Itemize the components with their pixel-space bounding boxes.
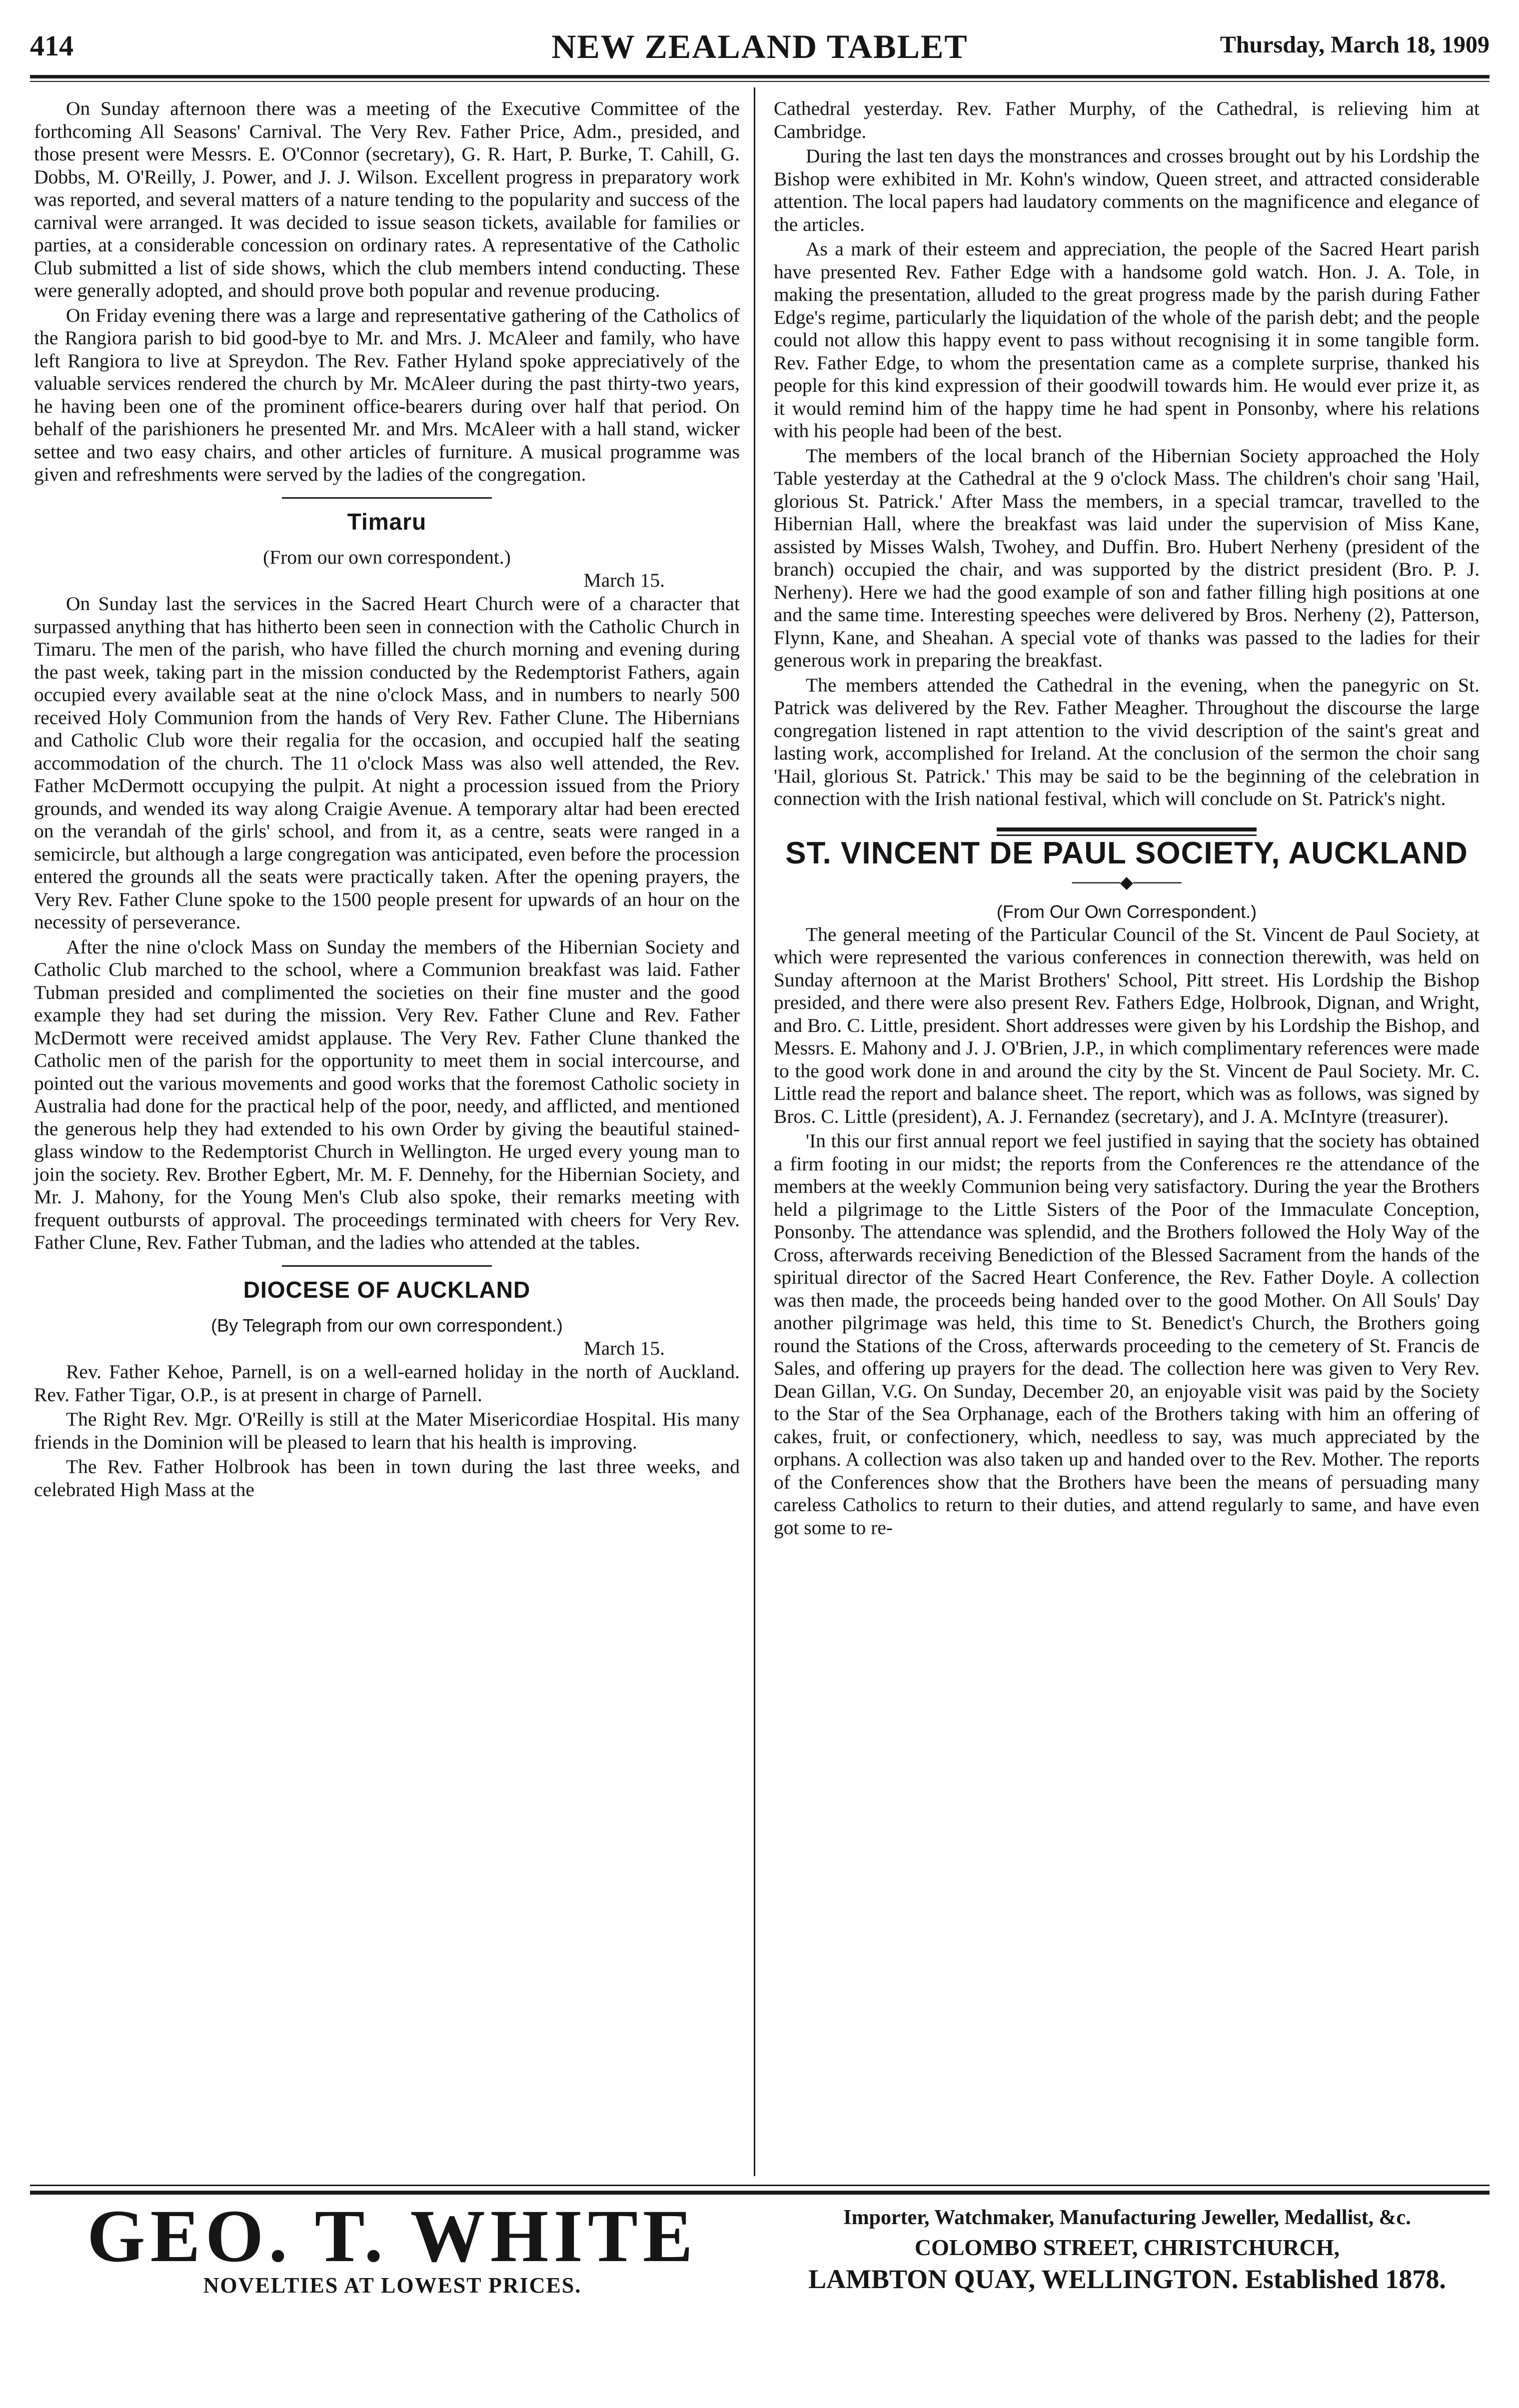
column-divider [754, 87, 755, 2176]
page-header [30, 29, 1490, 69]
rangiora-paragraph: On Friday evening there was a large and representative gathering of the Catholics of the Rangiora parish to bid good-bye to Mr. and Mrs. J. McAleer and family, who have left Rangiora to live at Spreydon. The Rev. Father Hyland spoke appreciatively of the valuable services rendered the church by Mr. McAleer during the past thirty-two years, he having been one of the prominent office-bearers during over half that period. On behalf of the parishioners he presented Mr. and Mrs. McAleer with a hall stand, wicker settee and two easy chairs, and other articles of furniture. A musical programme was given and refreshments were served by the ladies of the congregation. [34, 304, 740, 485]
st-vincent-paragraph-2: 'In this our first annual report we feel justified in saying that the society has obtained a firm footing in our midst; the reports from the Conferences re the attendance of the members at the weekly Communion being very satisfactory. During the year the Brothers held a pilgrimage to the Little Sisters of the Poor of the Immaculate Conception, Ponsonby. The attendance was splendid, and the Brothers followed the Holy Way of the Cross, afterwards receiving Benediction of the Blessed Sacrament from the hands of the spiritual director of the Sacred Heart Conference, the Rev. Father Doyle. A collection was then made, the proceeds being handed over to the good Mother. On All Souls' Day another pilgrimage was held, this time to St. Benedict's Church, the Brothers going round the Stations of the Cross, afterwards proceeding to the cemetery of St. Francis de Sales, and offering up prayers for the dead. The collection here was given to Very Rev. Dean Gillan, V.G. On Sunday, December 20, an enjoyable visit was paid by the Society to the Star of the Sea Orphanage, each of the Brothers taking with him an offering of cakes, fruit, or confectionery, which, needless to say, was much appreciated by the orphans. A collection was also taken up and handed over to the Rev. Mother. The reports of the Conferences show that the Brothers have been the means of persuading many careless Catholics to return to their duties, and attend regularly to same, and have even got some to re- [774, 1130, 1480, 1539]
auckland-diocese-heading: DIOCESE OF AUCKLAND [243, 1276, 531, 1303]
ornament-diamond-icon: ────◆──── [1072, 873, 1182, 892]
issue-date: Thursday, March 18, 1909 [1220, 31, 1490, 58]
advert-left [30, 2195, 755, 2298]
page-number: 414 [30, 29, 73, 62]
st-vincent-correspondent: (From Our Own Correspondent.) [996, 901, 1257, 922]
masthead-title: NEW ZEALAND TABLET [551, 27, 968, 65]
carnival-paragraph: On Sunday afternoon there was a meeting of the Executive Committee of the forthcoming All Seasons' Carnival. The Very Rev. Father Price, Adm., presided, and those present were Messrs. E. O'Connor (secretary), G. R. Hart, P. Burke, T. Cahill, G. Dobbs, M. O'Reilly, J. Power, and J. J. Wilson. Excellent progress in preparatory work was reported, and several matters of a nature tending to the popularity and success of the carnival were arranged. It was decided to issue season tickets, available for families or parties, at a considerable concession on ordinary rates. A representative of the Catholic Club submitted a list of side shows, which the club members intend conducting. These were generally adopted, and should prove both popular and revenue producing. [34, 97, 740, 301]
presentation-paragraph: As a mark of their esteem and appreciation, the people of the Sacred Heart parish have presented Rev. Father Edge with a handsome gold watch. Hon. J. A. Tole, in making the presentation, alluded to the great progress made by the parish during Father Edge's regime, particularly the liquidation of the whole of the parish debt; and the people could not allow this happy event to pass without recognising it in some tangible form. Rev. Father Edge, to whom the presentation came as a complete surprise, thanked his people for this kind expression of their goodwill towards him. He would ever prize it, as it would remind him of the happy time he had spent in Ponsonby, where his relations with his people had been of the best. [774, 238, 1480, 442]
section-rule [282, 1265, 492, 1267]
advert-address-wellington: LAMBTON QUAY, WELLINGTON. Established 1878. [808, 2264, 1446, 2294]
cathedral-continuation: Cathedral yesterday. Rev. Father Murphy, of the Cathedral, is relieving him at Cambridge. [774, 97, 1480, 142]
timaru-paragraph-1: On Sunday last the services in the Sacred Heart Church were of a character that surpassed anything that has hitherto been seen in connection with the Catholic Church in Timaru. The men of the parish, who have filled the church morning and evening during the past week, taking part in the mission conducted by the Redemptorist Fathers, again occupied every available seat at the nine o'clock Mass, and in numbers to nearly 500 received Holy Communion from the hands of Very Rev. Father Clune. The Hibernians and Catholic Club wore their regalia for the occasion, and occupied half the seating accommodation of the church. The 11 o'clock Mass was also well attended, the Rev. Father McDermott occupying the pulpit. At night a procession issued from the Priory grounds, and wended its way along Craigie Avenue. A temporary altar had been erected on the verandah of the girls' school, and from it, as a centre, seats were ranged in a semicircle, but although a large congregation was anticipated, even before the procession entered the grounds all the seats were practically taken. After the opening prayers, the Very Rev. Father Clune spoke to the 1500 people present for upwards of an hour on the necessity of perseverance. [34, 593, 740, 933]
monstrances-paragraph: During the last ten days the monstrances and crosses brought out by his Lordship the Bishop were exhibited in Mr. Kohn's window, Queen street, and attracted considerable attention. The local papers had laudatory comments on the magnificence and elegance of the articles. [774, 145, 1480, 235]
right-column [774, 97, 1480, 1541]
header-rule-thin [30, 81, 1490, 82]
timaru-heading: Timaru [347, 508, 427, 535]
section-rule [282, 497, 492, 499]
auckland-date: March 15. [583, 1337, 665, 1359]
advert-rule-thin [30, 2185, 1490, 2186]
advertiser-name: GEO. T. WHITE [86, 2195, 698, 2278]
st-vincent-paragraph-1: The general meeting of the Particular Council of the St. Vincent de Paul Society, at which were represented the various conferences in connection therewith, was held on Sunday afternoon at the Marist Brothers' School, Pitt street. His Lordship the Bishop presided, and there were also present Rev. Fathers Edge, Holbrook, Dignan, and Wright, and Bro. C. Little, president. Short addresses were given by his Lordship the Bishop, and Messrs. E. Mahony and J. J. O'Brien, J.P., in which complimentary references were made to the good work done in and around the city by the St. Vincent de Paul Society. Mr. C. Little read the report and balance sheet. The report, which was as follows, was signed by Bros. C. Little (president), A. J. Fernandez (secretary), and J. A. McIntyre (treasurer). [774, 923, 1480, 1127]
advert-trade-line: Importer, Watchmaker, Manufacturing Jeweller, Medallist, &c. [843, 2206, 1411, 2229]
panegyric-paragraph: The members attended the Cathedral in the evening, when the panegyric on St. Patrick was delivered by the Rev. Father Meagher. Throughout the discourse the large congregation listened in rapt attention to the vivid description of the saint's great and lasting work, accomplished for Ireland. At the conclusion of the sermon the choir sang 'Hail, glorious St. Patrick.' This may be said to be the beginning of the celebration in connection with the Irish national festival, which will conclude on St. Patrick's night. [774, 674, 1480, 809]
auckland-paragraph-1: Rev. Father Kehoe, Parnell, is on a well-earned holiday in the north of Auckland. Rev. Father Tigar, O.P., is at present in charge of Parnell. [34, 1361, 740, 1406]
timaru-date: March 15. [583, 569, 665, 591]
advert-tagline: NOVELTIES AT LOWEST PRICES. [203, 2273, 582, 2298]
st-vincent-heading: ST. VINCENT DE PAUL SOCIETY, AUCKLAND [785, 835, 1468, 870]
advert-address-christchurch: COLOMBO STREET, CHRISTCHURCH, [914, 2235, 1340, 2260]
left-column [34, 97, 740, 1503]
header-rule-thick [30, 75, 1490, 78]
section-double-rule [997, 827, 1257, 836]
auckland-paragraph-3: The Rev. Father Holbrook has been in town during the last three weeks, and celebrated High Mass at the [34, 1456, 740, 1501]
advert-rule-thick [30, 2191, 1490, 2195]
timaru-correspondent: (From our own correspondent.) [263, 546, 511, 568]
auckland-correspondent: (By Telegraph from our own correspondent.) [211, 1315, 563, 1336]
timaru-paragraph-2: After the nine o'clock Mass on Sunday the members of the Hibernian Society and Catholic Club marched to the school, where a Communion breakfast was laid. Father Tubman presided and complimented the societies on their fine muster and the good example they had set during the mission. Very Rev. Father Clune and Rev. Father McDermott were received amidst applause. The Very Rev. Father Clune thanked the Catholic men of the parish for the opportunity to meet them in social intercourse, and pointed out the various movements and good works that the foremost Catholic society in Australia had done for the practical help of the poor, needy, and afflicted, and mentioned the generous help they had extended to his own Order by giving the beautiful stained-glass window to the Redemptorist Church in Wellington. He urged every young man to join the society. Rev. Brother Egbert, Mr. M. F. Dennehy, for the Hibernian Society, and Mr. J. Mahony, for the Young Men's Club also spoke, their remarks meeting with frequent outbursts of approval. The proceedings terminated with cheers for Very Rev. Father Clune, Rev. Father Tubman, and the ladies who attended at the tables. [34, 935, 740, 1253]
auckland-paragraph-2: The Right Rev. Mgr. O'Reilly is still at the Mater Misericordiae Hospital. His many friends in the Dominion will be pleased to learn that his health is improving. [34, 1408, 740, 1453]
hibernian-paragraph: The members of the local branch of the Hibernian Society approached the Holy Table yesterday at the Cathedral at the 9 o'clock Mass. The children's choir sang 'Hail, glorious St. Patrick.' After Mass the members, in a special tramcar, travelled to the Hibernian Hall, where the breakfast was laid under the supervision of Miss Kane, assisted by Misses Walsh, Twohey, and Duffin. Bro. Hubert Nerheny (president of the branch) occupied the chair, and was supported by the district president (Bro. P. J. Nerheny). Here we had the good example of son and father filling high positions at one and the same time. Interesting speeches were delivered by Bros. Nerheny (2), Patterson, Flynn, Kane, and Sheahan. A special vote of thanks was passed to the ladies for their generous work in preparing the breakfast. [774, 444, 1480, 671]
advert-right [770, 2203, 1485, 2296]
